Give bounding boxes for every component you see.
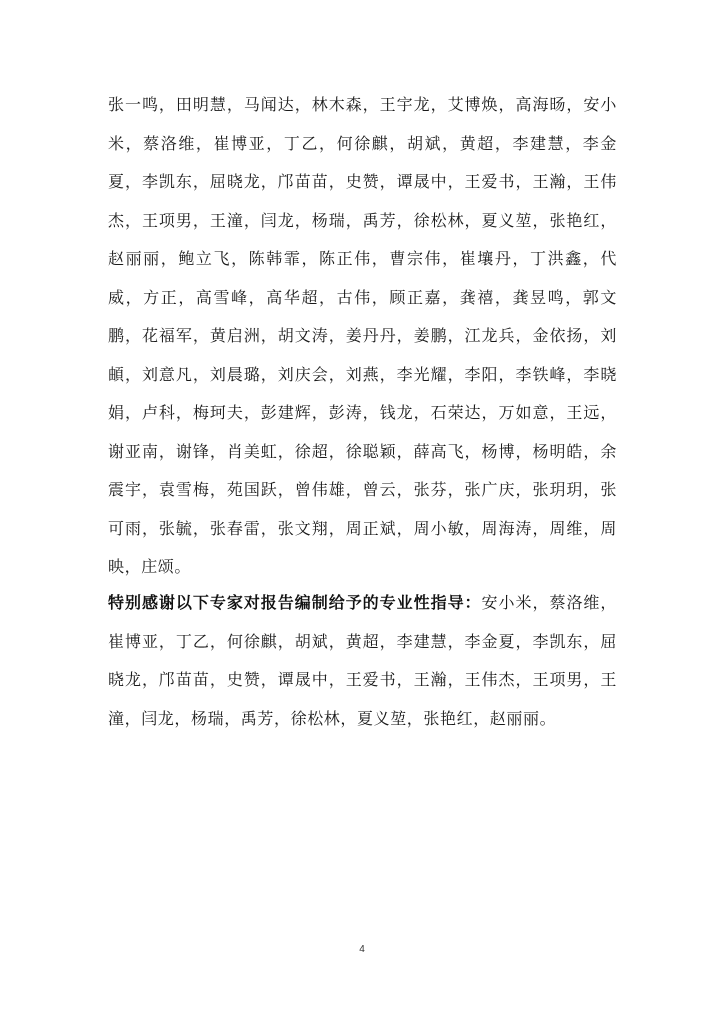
contributors-paragraph: 张一鸣，田明慧，马闻达，林木森，王宇龙，艾博焕，高海旸，安小米，蔡洛维，崔博亚，丁乙，何徐麒，胡斌，黄超，李建慧，李金夏，李凯东，屈晓龙，邝苗苗，史赞，谭晟中，王爱书，王瀚，王伟杰，王项男，王潼，闫龙，杨瑞，禹芳，徐松林，夏义堃，张艳红，赵丽丽，鲍立飞，陈韩霏，陈正伟，曹宗伟，崔壤丹，丁洪鑫，代威，方正，高雪峰，高华超，古伟，顾正嘉，龚禧，龚昱鸣，郭文鹏，花福军，黄启洲，胡文涛，姜丹丹，姜鹏，江龙兵，金依扬，刘頔，刘意凡，刘晨璐，刘庆会，刘燕，李光耀，李阳，李铁峰，李晓娟，卢科，梅珂夫，彭建辉，彭涛，钱龙，石荣达，万如意，王远，谢亚南，谢锋，肖美虹，徐超，徐聪颖，薛高飞，杨博，杨明皓，余震宇，袁雪梅，苑国跃，曾伟雄，曾云，张芬，张广庆，张玥玥，张可雨，张毓，张春雷，张文翔，周正斌，周小敏，周海涛，周维，周映，庄颂。 (108, 95, 617, 576)
acknowledgement-lead: 特别感谢以下专家对报告编制给予的专业性指导： (108, 593, 482, 612)
acknowledgement-paragraph (108, 584, 617, 738)
page-number: 4 (359, 944, 365, 955)
expert-names: 安小米，蔡洛维，崔博亚，丁乙，何徐麒，胡斌，黄超，李建慧，李金夏，李凯东，屈晓龙，邝苗苗，史赞，谭晟中，王爱书，王瀚，王伟杰，王项男，王潼，闫龙，杨瑞，禹芳，徐松林，夏义堃，张艳红，赵丽丽。 (108, 593, 617, 728)
